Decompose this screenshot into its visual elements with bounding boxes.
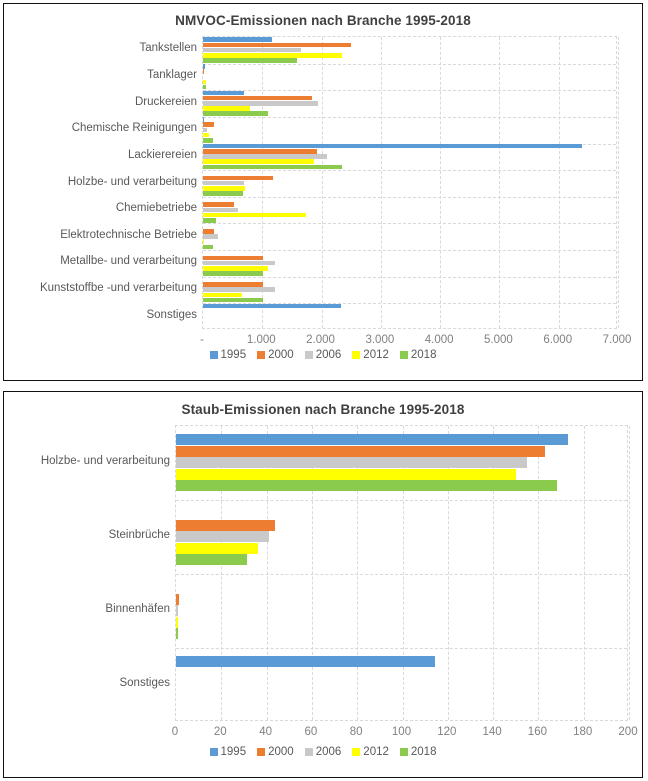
bar-2012-6	[203, 213, 306, 218]
bar-2000-7	[203, 229, 214, 234]
legend-label: 2018	[410, 746, 437, 758]
legend-label: 2012	[363, 746, 389, 758]
gridline-vertical	[381, 37, 382, 328]
bar-2006-2	[176, 605, 178, 616]
bar-2012-1	[176, 543, 258, 554]
legend-item-2012[interactable]	[352, 746, 389, 758]
chart-legend-staub	[4, 746, 642, 758]
bar-1995-1	[203, 64, 205, 69]
legend-swatch-icon	[400, 748, 408, 756]
bar-1995-0	[176, 434, 568, 445]
chart-panel-nmvoc	[3, 3, 643, 381]
category-label: Chemische Reinigungen	[71, 122, 197, 135]
bar-1995-10	[203, 304, 341, 309]
plot-wrap-nmvoc	[4, 28, 642, 348]
bar-2012-3	[203, 133, 209, 138]
legend-swatch-icon	[352, 351, 360, 359]
bar-2012-2	[176, 617, 178, 628]
category-label: Tanklager	[147, 68, 197, 81]
bar-2018-6	[203, 218, 216, 223]
x-axis-tick-label: 60	[304, 726, 318, 738]
bar-2012-9	[203, 293, 242, 298]
chart-legend-nmvoc	[4, 349, 642, 361]
bar-2012-0	[203, 53, 342, 58]
category-label: Holzbe- und verarbeitung	[67, 175, 197, 188]
category-label: Steinbrüche	[108, 529, 170, 541]
legend-item-2000[interactable]	[257, 746, 294, 758]
chart-panel-staub	[3, 391, 643, 778]
bar-1995-3	[176, 656, 435, 667]
bar-2006-9	[203, 287, 275, 292]
gridline-horizontal	[176, 648, 627, 649]
gridline-horizontal	[203, 277, 616, 278]
gridline-vertical	[584, 426, 585, 720]
gridline-vertical	[538, 426, 539, 720]
legend-swatch-icon	[305, 351, 313, 359]
legend-swatch-icon	[210, 748, 218, 756]
gridline-vertical	[629, 426, 630, 720]
gridline-horizontal	[203, 223, 616, 224]
bar-1995-4	[203, 144, 582, 149]
bar-2018-9	[203, 298, 263, 303]
category-label: Kunststoffbe -und verarbeitung	[39, 282, 197, 295]
bar-2018-2	[176, 628, 178, 639]
category-label: Lackierereien	[127, 148, 197, 161]
legend-swatch-icon	[257, 748, 265, 756]
legend-item-2006[interactable]	[305, 349, 342, 361]
legend-swatch-icon	[210, 351, 218, 359]
bar-2018-1	[176, 554, 247, 565]
legend-label: 2006	[315, 349, 342, 361]
legend-item-2006[interactable]	[305, 746, 342, 758]
legend-swatch-icon	[305, 748, 313, 756]
x-axis-tick-label: 1.000	[246, 334, 276, 346]
bar-2018-0	[176, 480, 557, 491]
gridline-horizontal	[203, 197, 616, 198]
bar-2000-9	[203, 282, 263, 287]
bar-2000-0	[203, 43, 351, 48]
x-axis-tick-label: 40	[259, 726, 272, 738]
bar-1995-3	[203, 117, 204, 122]
category-label: Chemiebetriebe	[115, 202, 197, 215]
bar-2018-7	[203, 245, 213, 250]
chart-title-staub: Staub-Emissionen nach Branche 1995-2018	[181, 402, 465, 417]
category-label: Sonstiges	[119, 677, 170, 689]
gridline-vertical	[559, 37, 560, 328]
bar-2012-5	[203, 186, 245, 191]
category-label: Druckereien	[135, 95, 197, 108]
legend-label: 2000	[268, 349, 294, 361]
bar-2000-2	[176, 594, 179, 605]
bar-2000-3	[203, 122, 214, 127]
x-axis-tick-label: 7.000	[602, 334, 632, 346]
legend-label: 2000	[268, 746, 294, 758]
legend-item-1995[interactable]	[210, 746, 247, 758]
bar-2018-5	[203, 191, 243, 196]
legend-label: 2006	[315, 746, 342, 758]
bar-2018-1	[203, 85, 206, 90]
bar-1995-0	[203, 37, 272, 42]
chart-title-nmvoc: NMVOC-Emissionen nach Branche 1995-2018	[175, 13, 471, 28]
category-label: Tankstellen	[139, 42, 197, 55]
legend-swatch-icon	[400, 351, 408, 359]
gridline-horizontal	[203, 250, 616, 251]
x-axis-tick-label: 2.000	[306, 334, 335, 346]
bar-2006-3	[203, 128, 207, 133]
x-axis-tick-label: 3.000	[365, 334, 395, 346]
bar-2012-1	[203, 80, 206, 85]
x-axis-tick-label: 100	[391, 726, 412, 738]
bar-2012-8	[203, 266, 268, 271]
plot-area	[202, 36, 617, 329]
x-axis-tick-label: -	[200, 334, 204, 346]
bar-2006-7	[203, 234, 218, 239]
gridline-horizontal	[176, 500, 627, 501]
bar-2018-8	[203, 271, 263, 276]
bar-2000-8	[203, 256, 263, 261]
bar-2006-6	[203, 208, 238, 213]
bar-2000-0	[176, 446, 545, 457]
legend-swatch-icon	[352, 748, 360, 756]
gridline-horizontal	[203, 64, 616, 65]
x-axis-tick-label: 6.000	[543, 334, 573, 346]
x-axis-tick-label: 4.000	[424, 334, 454, 346]
legend-label: 1995	[220, 349, 247, 361]
bar-2006-0	[176, 457, 527, 468]
x-axis-tick-label: 140	[482, 726, 502, 738]
gridline-horizontal	[203, 90, 616, 91]
category-label: Binnenhäfen	[105, 603, 170, 615]
x-axis-tick-label: 180	[573, 726, 593, 738]
x-axis-tick-label: 160	[527, 726, 547, 738]
bar-2006-0	[203, 48, 301, 53]
bar-2018-4	[203, 165, 342, 170]
legend-label: 1995	[220, 746, 247, 758]
gridline-horizontal	[203, 117, 616, 118]
gridline-horizontal	[203, 170, 616, 171]
bar-2012-2	[203, 106, 250, 111]
category-label: Elektrotechnische Betriebe	[60, 228, 197, 241]
legend-item-2018[interactable]	[400, 746, 437, 758]
x-axis-tick-label: 0	[171, 726, 179, 738]
plot-wrap-staub	[4, 417, 642, 742]
bar-2000-2	[203, 96, 312, 101]
bar-2000-1	[203, 69, 204, 74]
bar-2018-2	[203, 111, 268, 116]
legend-item-2018[interactable]	[400, 349, 437, 361]
bar-2012-7	[203, 239, 204, 244]
x-axis-tick-label: 20	[213, 726, 227, 738]
bar-2000-6	[203, 202, 234, 207]
gridline-horizontal	[176, 574, 627, 575]
x-axis-tick-label: 200	[618, 726, 638, 738]
legend-item-2012[interactable]	[352, 349, 389, 361]
bar-2018-0	[203, 58, 297, 63]
x-axis-tick-label: 80	[349, 726, 363, 738]
gridline-vertical	[322, 37, 323, 328]
bar-2000-4	[203, 149, 317, 154]
legend-label: 2018	[410, 349, 437, 361]
bar-2000-1	[176, 520, 275, 531]
bar-2006-1	[176, 531, 269, 542]
x-axis-tick-label: 5.000	[484, 334, 513, 346]
bar-2018-3	[203, 138, 213, 143]
bar-1995-2	[203, 91, 244, 96]
legend-label: 2012	[363, 349, 389, 361]
bar-2006-2	[203, 101, 318, 106]
legend-item-2000[interactable]	[257, 349, 294, 361]
bar-2000-5	[203, 176, 273, 181]
bar-2006-8	[203, 261, 275, 266]
category-label: Holzbe- und verarbeitung	[40, 455, 170, 467]
bar-2012-0	[176, 469, 516, 480]
legend-swatch-icon	[257, 351, 265, 359]
plot-area	[175, 425, 628, 721]
x-axis-tick-label: 120	[437, 726, 457, 738]
legend-item-1995[interactable]	[210, 349, 247, 361]
gridline-vertical	[618, 37, 619, 328]
bar-2006-5	[203, 181, 244, 186]
bar-2006-4	[203, 154, 327, 159]
gridline-vertical	[499, 37, 500, 328]
gridline-vertical	[440, 37, 441, 328]
bar-2012-4	[203, 159, 314, 164]
category-label: Sonstiges	[146, 308, 197, 321]
category-label: Metallbe- und verarbeitung	[60, 255, 197, 268]
